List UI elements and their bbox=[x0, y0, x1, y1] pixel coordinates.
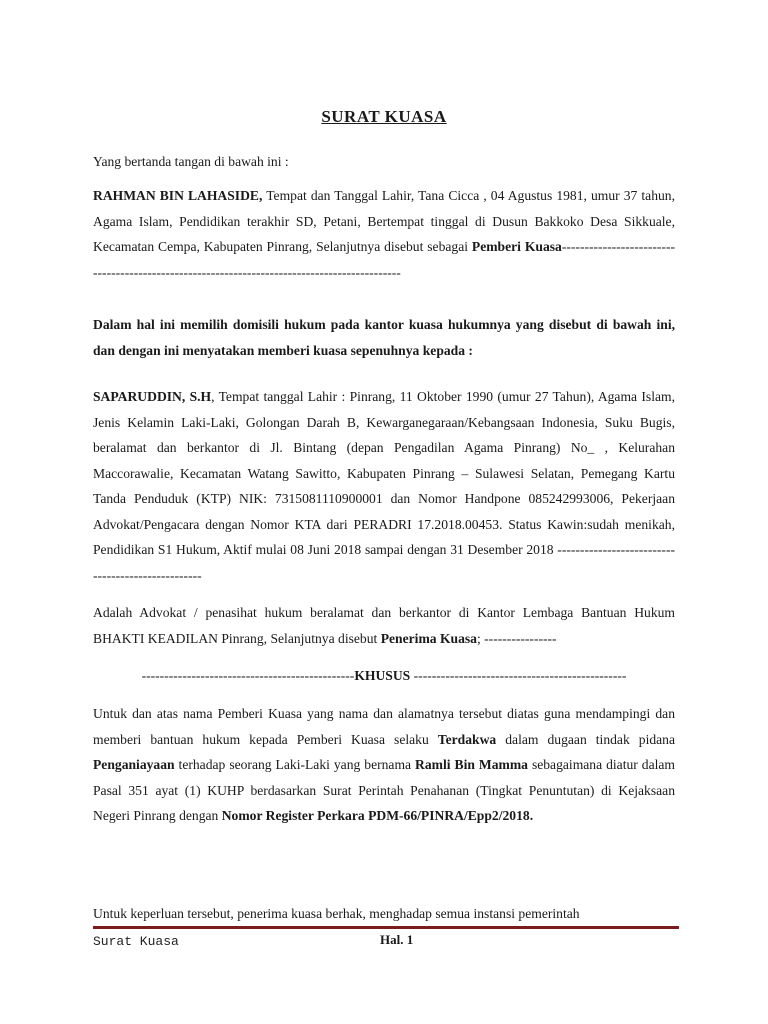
penerima-dashes: -------------------------------------------------- bbox=[93, 542, 675, 583]
untuk-text-e: terhadap seorang Laki-Laki yang bernama bbox=[174, 757, 416, 772]
pemberi-dashes: --------------------------------------------------------------------------------------------- bbox=[93, 239, 676, 280]
untuk-text-c: dalam dugaan tindak pidana bbox=[496, 731, 676, 747]
keperluan-paragraph: Untuk keperluan tersebut, penerima kuasa berhak, menghadap semua instansi pemerintah bbox=[93, 906, 580, 921]
footer-doc-name: Surat Kuasa bbox=[93, 934, 179, 949]
advokat-paragraph bbox=[93, 600, 675, 651]
intro-text: Yang bertanda tangan di bawah ini : bbox=[93, 154, 289, 169]
advokat-tail: ; ---------------- bbox=[476, 630, 557, 646]
penerima-name: SAPARUDDIN, S.H bbox=[93, 389, 212, 404]
penerima-paragraph bbox=[93, 384, 675, 588]
domisili-paragraph: Dalam hal ini memilih domisili hukum pada kantor kuasa hukumnya yang disebut di bawah ini, dan dengan ini menyatakan memberi kuasa sepenuhnya kepada : bbox=[93, 317, 675, 358]
pemberi-paragraph bbox=[93, 183, 675, 285]
document-title: SURAT KUASA bbox=[321, 107, 447, 126]
footer-divider bbox=[93, 926, 679, 929]
khusus-left-dashes: ----------------------------------------------- bbox=[141, 668, 355, 683]
advokat-text: Adalah Advokat / penasihat hukum beralamat dan berkantor di Kantor Lembaga Bantuan Hukum BHAKTI KEADILAN Pinrang, Selanjutnya disebut bbox=[93, 605, 675, 646]
untuk-paragraph bbox=[93, 701, 675, 829]
pemberi-details: Tempat dan Tanggal Lahir, Tana Cicca , 04 Agustus 1981, umur 37 tahun, Agama Islam, Pendidikan terakhir SD, Petani, Bertempat tinggal di Dusun Bakkoko Desa Sikkuale, Kecamatan Cempa, Kabupaten Pinrang, Selanjutnya disebut sebagai bbox=[93, 188, 675, 254]
pemberi-label: Pemberi Kuasa bbox=[471, 239, 562, 254]
khusus-label: KHUSUS bbox=[354, 668, 411, 683]
khusus-right-dashes: ----------------------------------------------- bbox=[410, 668, 627, 683]
penerima-kuasa-label: Penerima Kuasa bbox=[380, 630, 477, 646]
penerima-details: , Tempat tanggal Lahir : Pinrang, 11 Oktober 1990 (umur 27 Tahun), Agama Islam, Jenis Kelamin Laki-Laki, Golongan Darah B, Kewarganegaraan/Kebangsaan Indonesia, Suku Bugis, beralamat dan berkantor di Jl. Bintang (depan Pengadilan Agama Pinrang) No_ , Kelurahan Maccorawalie, Kecamatan Watang Sawitto, Kabupaten Pinrang – Sulawesi Selatan, Pemegang Kartu Tanda Penduduk (KTP) NIK: 7315081110900001 dan Nomor Handpone 085242993006, Pekerjaan Advokat/Pengacara dengan Nomor KTA dari PERADRI 17.2018.00453. Status Kawin:sudah menikah, Pendidikan S1 Hukum, Aktif mulai 08 Juni 2018 sampai dengan 31 Desember 2018 bbox=[93, 389, 675, 557]
untuk-text-g: sebagaimana diatur dalam Pasal 351 ayat (1) KUHP berdasarkan Surat Perintah Penahanan (Tingkat Penuntutan) di Kejaksaan Negeri Pinrang dengan bbox=[93, 757, 676, 823]
register-number: Nomor Register Perkara PDM-66/PINRA/Epp2/2018. bbox=[221, 808, 534, 823]
korban-name: Ramli Bin Mamma bbox=[415, 757, 528, 772]
footer-page-number: Hal. 1 bbox=[380, 932, 414, 947]
khusus-heading bbox=[93, 663, 675, 689]
pemberi-name: RAHMAN BIN LAHASIDE, bbox=[93, 188, 263, 203]
untuk-text-a: Untuk dan atas nama Pemberi Kuasa yang nama dan alamatnya tersebut diatas guna mendampingi dan memberi bantuan hukum kepada Pemberi Kuasa selaku bbox=[93, 706, 675, 747]
terdakwa-label: Terdakwa bbox=[437, 731, 497, 747]
penganiayaan-label: Penganiayaan bbox=[93, 757, 175, 772]
